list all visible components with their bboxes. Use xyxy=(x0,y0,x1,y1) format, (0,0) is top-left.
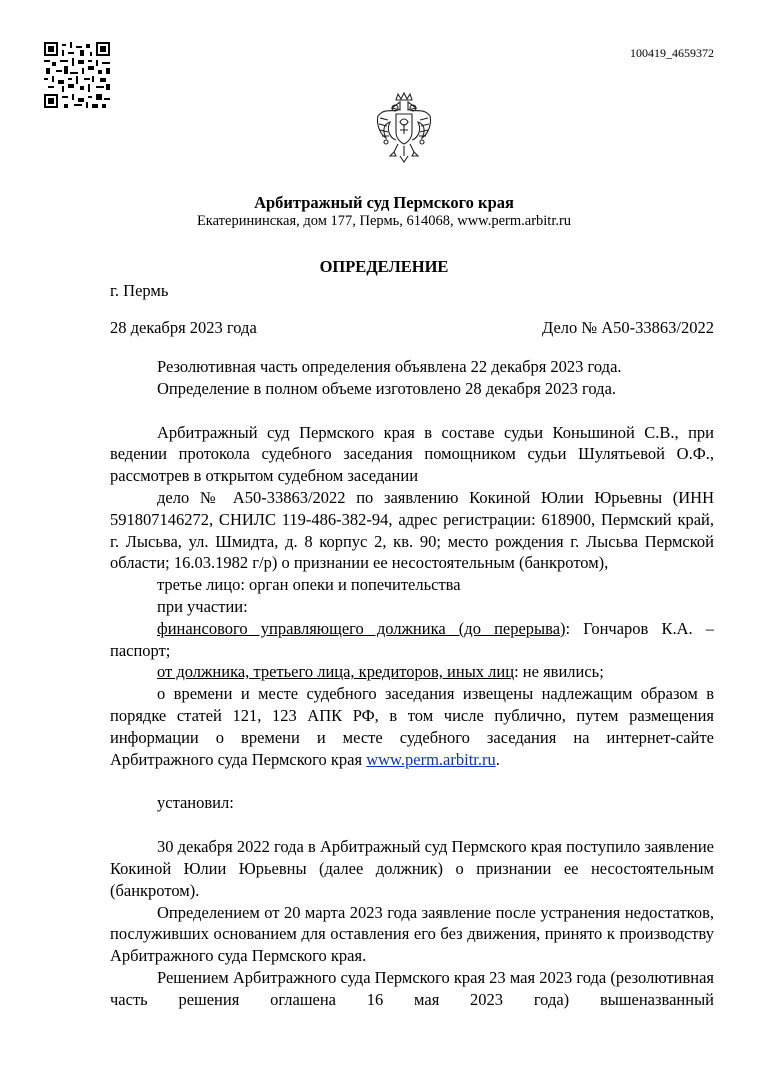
city: г. Пермь xyxy=(110,281,169,300)
financial-manager-label: финансового управляющего должника (до перерыва) xyxy=(157,618,566,638)
paragraph-absent-parties xyxy=(110,661,714,683)
document-date: 28 декабря 2023 года xyxy=(110,318,257,337)
paragraph-third-party: третье лицо: орган опеки и попечительства xyxy=(157,575,461,595)
paragraph-case-description: дело № А50-33863/2022 по заявлению Кокиной Юлии Юрьевны (ИНН 591807146272, СНИЛС 119-486-382-94, адрес регистрации: 618900, Пермский край, г. Лысьва, ул. Шмидта, д. 8 корпус 2, кв. 90; место рождения г. Лысьва Пермской области; 16.03.1982 г/р) о признании ее несостоятельным (банкротом), xyxy=(110,487,714,573)
document-id: 100419_4659372 xyxy=(630,46,714,60)
date-line xyxy=(110,318,714,338)
coat-of-arms-emblem xyxy=(372,90,436,166)
document-body xyxy=(110,356,714,1011)
established-heading: установил: xyxy=(157,793,234,813)
case-number: Дело № А50-33863/2022 xyxy=(541,318,714,337)
paragraph-decision: Решением Арбитражного суда Пермского края 23 мая 2023 года (резолютивная часть решения оглашена 16 мая 2023 года) вышеназванный xyxy=(110,967,714,1009)
intro-line-1: Резолютивная часть определения объявлена 22 декабря 2023 года. xyxy=(157,357,622,376)
court-website-link[interactable]: www.perm.arbitr.ru xyxy=(366,749,496,769)
financial-manager-value: : Гончаров К.А. – паспорт; xyxy=(110,618,714,660)
absent-parties-label: от должника, третьего лица, кредиторов, иных лиц xyxy=(157,662,515,682)
qr-code xyxy=(44,42,110,108)
paragraph-participation: при участии: xyxy=(157,596,248,616)
court-name: Арбитражный суд Пермского края xyxy=(254,193,514,212)
paragraph-financial-manager xyxy=(110,618,714,662)
court-address: Екатерининская, дом 177, Пермь, 614068, www.perm.arbitr.ru xyxy=(196,213,572,229)
paragraph-acceptance: Определением от 20 марта 2023 года заявление после устранения недостатков, послуживших основанием для оставления его без движения, принято к производству Арбитражного суда Пермского края. xyxy=(110,902,714,966)
intro-line-2: Определение в полном объеме изготовлено 28 декабря 2023 года. xyxy=(157,378,617,398)
paragraph-notification xyxy=(110,683,714,770)
notification-end: . xyxy=(495,749,500,769)
document-title: ОПРЕДЕЛЕНИЕ xyxy=(319,257,449,276)
notification-text: о времени и месте судебного заседания извещены надлежащим образом в порядке статей 121, 123 АПК РФ, в том числе публично, путем размещения информации о времени и месте судебного заседания на интернет-сайте Арбитражного суда Пермского края xyxy=(110,684,714,769)
absent-parties-value: : не явились; xyxy=(514,662,604,682)
paragraph-filing: 30 декабря 2022 года в Арбитражный суд Пермского края поступило заявление Кокиной Юлии Юрьевны (далее должник) о признании ее несостоятельным (банкротом). xyxy=(110,837,714,900)
paragraph-court-composition: Арбитражный суд Пермского края в составе судьи Коньшиной С.В., при ведении протокола судебного заседания помощником судьи Шулятьевой О.Ф., рассмотрев в открытом судебном заседании xyxy=(110,422,714,486)
